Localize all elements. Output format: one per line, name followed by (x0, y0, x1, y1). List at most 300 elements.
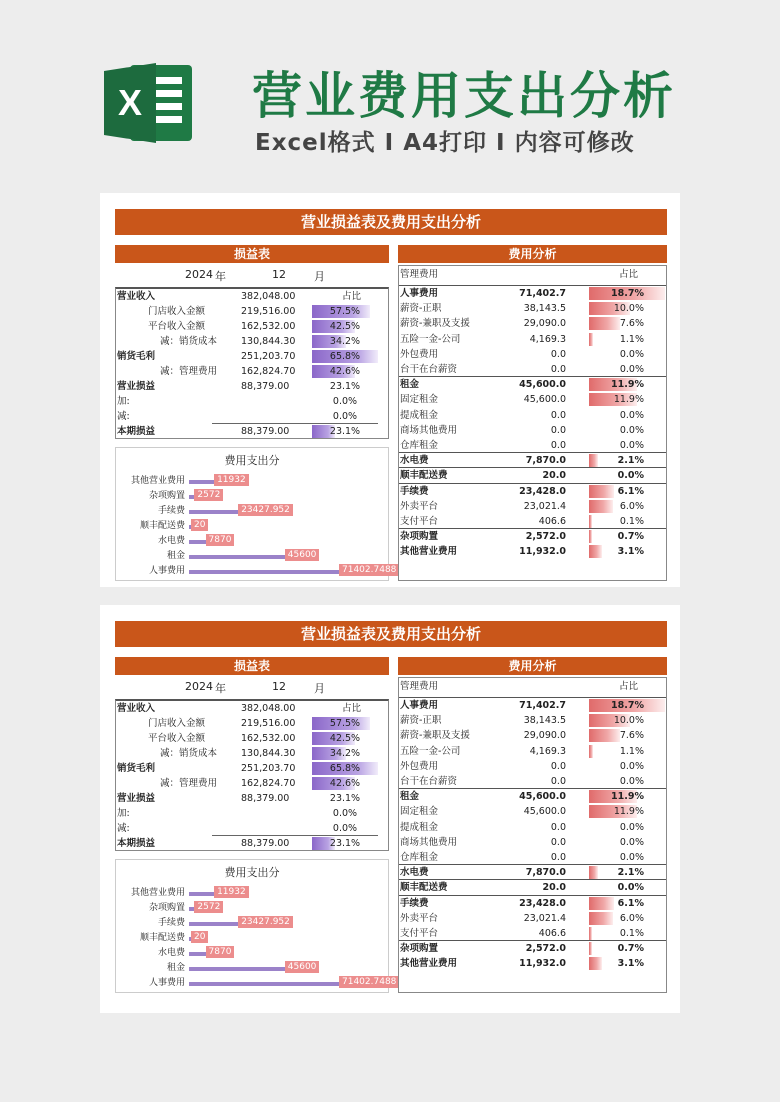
expense-pct: 6.1% (617, 485, 644, 497)
expense-value: 7,870.0 (525, 455, 566, 467)
income-pct: 42.5% (329, 733, 361, 744)
income-row (116, 364, 388, 379)
expense-label: 手续费 (400, 897, 429, 909)
expense-value: 0.0 (550, 760, 566, 772)
expense-value: 20.0 (542, 470, 566, 482)
expense-pct-bar (589, 745, 593, 758)
income-pct: 34.2% (329, 336, 361, 347)
expense-pct-bar (589, 545, 602, 558)
excel-logo-icon (100, 55, 196, 151)
income-value: 130,844.30 (241, 336, 296, 347)
expense-value: 71,402.7 (519, 700, 566, 711)
report-sheet-2 (100, 605, 680, 1013)
expense-value: 29,090.0 (523, 318, 566, 330)
income-pct: 34.2% (329, 748, 361, 759)
expense-label: 其他营业费用 (400, 958, 458, 970)
expense-pct: 10.0% (613, 715, 644, 727)
income-row (116, 304, 388, 319)
chart-category-label: 水电费 (157, 536, 185, 546)
income-label: 减: (117, 823, 130, 834)
expense-pct-bar (589, 957, 602, 970)
expense-pct: 2.1% (617, 455, 644, 467)
chart-bar (189, 922, 238, 926)
expense-value: 23,021.4 (523, 500, 566, 512)
expense-pct-bar (589, 485, 614, 498)
expense-label: 外包费用 (400, 760, 439, 772)
chart-bar (189, 982, 339, 986)
period-year-unit: 年 (215, 682, 226, 695)
expense-row (399, 880, 666, 895)
expense-label: 支付平台 (400, 516, 439, 527)
income-pct: 0.0% (332, 823, 358, 834)
expense-pct: 1.1% (619, 745, 644, 757)
income-value: 162,824.70 (241, 366, 296, 377)
chart-category-label: 人事费用 (148, 978, 185, 988)
income-row (116, 701, 388, 716)
expense-header-row (399, 679, 666, 694)
expense-label: 杂项购置 (400, 531, 439, 543)
income-row (116, 334, 388, 349)
income-label: 平台收入金额 (148, 321, 206, 332)
income-pct: 65.8% (329, 351, 361, 362)
expense-pct-header: 占比 (619, 269, 639, 280)
expense-value: 45,600.0 (523, 806, 566, 818)
income-label: 本期损益 (117, 838, 156, 849)
income-row (116, 791, 388, 806)
income-row (116, 394, 388, 409)
expense-pct-header: 占比 (619, 681, 639, 692)
chart-data-label: 45600 (285, 549, 320, 561)
income-value: 219,516.00 (241, 306, 296, 317)
report-banner: 营业损益表及费用支出分析 (115, 621, 667, 647)
expense-row (399, 301, 666, 316)
chart-category-label: 其他营业费用 (130, 888, 185, 898)
period-year-unit: 年 (215, 270, 226, 283)
expense-label: 租金 (400, 379, 420, 391)
income-pct-cell (312, 305, 378, 318)
income-pct-cell (312, 837, 378, 850)
expense-row (399, 468, 666, 483)
income-statement-title: 损益表 (115, 657, 389, 675)
expense-label: 仓库租金 (400, 440, 439, 451)
chart-bar (189, 967, 285, 971)
expense-pct: 7.6% (619, 730, 644, 742)
chart-data-label: 23427.952 (238, 916, 293, 928)
expense-pct: 6.0% (619, 912, 644, 924)
expense-value: 23,428.0 (519, 897, 566, 909)
expense-label: 水电费 (400, 867, 429, 879)
expense-row (399, 316, 666, 331)
expense-pct-bar (589, 927, 592, 940)
expense-row (399, 392, 666, 407)
income-row (116, 731, 388, 746)
page-subtitle: Excel格式 I A4打印 I 内容可修改 (255, 130, 635, 156)
expense-label: 人事费用 (400, 700, 439, 711)
expense-row (399, 835, 666, 850)
income-value: 88,379.00 (241, 381, 290, 392)
expense-row (399, 698, 666, 713)
expense-row (399, 728, 666, 743)
income-value: 382,048.00 (241, 703, 296, 714)
expense-pct: 10.0% (613, 303, 644, 315)
expense-row (399, 499, 666, 514)
chart-bar (189, 952, 206, 956)
expense-pct: 0.0% (619, 440, 644, 451)
expense-pct-bar (589, 317, 620, 330)
expense-pct: 0.0% (619, 364, 644, 375)
expense-value: 23,021.4 (523, 912, 566, 924)
expense-label: 顺丰配送费 (400, 882, 448, 894)
expense-value: 0.0 (550, 836, 566, 848)
income-value: 88,379.00 (241, 426, 290, 437)
expense-bar-chart (115, 859, 397, 993)
income-pct-cell (312, 717, 378, 730)
period-row (115, 677, 389, 697)
period-month-unit: 月 (314, 270, 325, 283)
expense-row (399, 896, 666, 911)
pct-header: 占比 (342, 703, 362, 714)
income-label: 减：管理费用 (160, 366, 218, 377)
expense-label: 台干在台薪资 (400, 364, 458, 375)
expense-pct: 0.0% (619, 409, 644, 421)
income-pct-cell (312, 425, 378, 438)
expense-label: 人事费用 (400, 288, 439, 299)
report-sheet-1 (100, 193, 680, 587)
income-pct: 23.1% (329, 838, 361, 849)
chart-title: 费用支出分 (224, 454, 280, 467)
expense-pct: 0.0% (619, 821, 644, 833)
expense-label: 租金 (400, 791, 420, 803)
chart-bar (189, 892, 214, 896)
income-value: 382,048.00 (241, 291, 296, 302)
chart-data-label: 11932 (214, 886, 249, 898)
expense-pct: 3.1% (617, 546, 644, 558)
expense-row (399, 544, 666, 559)
expense-pct: 0.0% (619, 852, 644, 863)
income-pct: 0.0% (332, 411, 358, 422)
expense-row (399, 926, 666, 941)
chart-data-label: 7870 (206, 946, 235, 958)
income-label: 平台收入金额 (148, 733, 206, 744)
expense-value: 11,932.0 (519, 546, 566, 558)
chart-category-label: 租金 (166, 963, 185, 973)
period-month: 12 (272, 680, 286, 693)
income-label: 减：销货成本 (160, 748, 218, 759)
expense-pct-bar (589, 866, 598, 879)
income-label: 本期损益 (117, 426, 156, 437)
expense-label: 五险一金-公司 (400, 745, 461, 757)
expense-row (399, 408, 666, 423)
income-row (116, 379, 388, 394)
expense-value: 2,572.0 (525, 531, 566, 543)
expense-header-label: 管理费用 (400, 269, 439, 280)
income-value: 251,203.70 (241, 763, 296, 774)
report-banner: 营业损益表及费用支出分析 (115, 209, 667, 235)
expense-value: 0.0 (550, 424, 566, 436)
expense-label: 顺丰配送费 (400, 470, 448, 482)
chart-bar (189, 570, 339, 574)
income-value: 219,516.00 (241, 718, 296, 729)
income-pct: 57.5% (329, 718, 361, 729)
income-value: 162,532.00 (241, 733, 296, 744)
expense-pct: 0.1% (619, 928, 644, 939)
expense-pct: 0.1% (619, 516, 644, 527)
expense-value: 0.0 (550, 821, 566, 833)
expense-row (399, 347, 666, 362)
expense-label: 薪资-正职 (400, 303, 442, 315)
chart-data-label: 2572 (194, 901, 223, 913)
expense-label: 外卖平台 (400, 500, 439, 512)
expense-label: 薪资-兼职及支援 (400, 318, 470, 330)
expense-label: 商场其他费用 (400, 424, 458, 436)
chart-data-label: 71402.7488 (339, 564, 399, 576)
expense-row (399, 774, 666, 789)
chart-data-label: 45600 (285, 961, 320, 973)
expense-row (399, 744, 666, 759)
expense-row (399, 956, 666, 971)
expense-value: 0.0 (550, 852, 566, 863)
expense-header-label: 管理费用 (400, 681, 439, 692)
chart-bar (189, 540, 206, 544)
expense-label: 仓库租金 (400, 852, 439, 863)
expense-header-row (399, 267, 666, 282)
income-value: 130,844.30 (241, 748, 296, 759)
logo-letter: X (117, 82, 143, 123)
expense-row (399, 362, 666, 377)
expense-row (399, 789, 666, 804)
expense-label: 外包费用 (400, 348, 439, 360)
total-underline (212, 835, 378, 836)
income-pct: 42.6% (329, 778, 361, 789)
income-label: 营业损益 (117, 381, 156, 392)
expense-row (399, 529, 666, 544)
expense-value: 0.0 (550, 776, 566, 787)
income-pct: 42.5% (329, 321, 361, 332)
expense-value: 0.0 (550, 440, 566, 451)
income-label: 门店收入金额 (148, 306, 206, 317)
expense-pct: 11.9% (611, 791, 644, 803)
expense-label: 水电费 (400, 455, 429, 467)
expense-row (399, 865, 666, 880)
income-pct-cell (312, 792, 378, 805)
chart-data-label: 20 (191, 931, 208, 943)
expense-value: 4,169.3 (529, 333, 566, 345)
expense-pct: 0.0% (617, 882, 644, 894)
income-label: 销货毛利 (117, 763, 156, 774)
income-value: 162,532.00 (241, 321, 296, 332)
expense-pct-bar (589, 942, 592, 955)
expense-value: 45,600.0 (523, 394, 566, 406)
expense-pct: 2.1% (617, 867, 644, 879)
expense-table (398, 677, 667, 993)
expense-pct: 0.0% (619, 424, 644, 436)
chart-data-label: 23427.952 (238, 504, 293, 516)
expense-pct: 0.7% (617, 943, 644, 955)
expense-pct: 6.0% (619, 500, 644, 512)
expense-value: 406.6 (538, 928, 566, 939)
chart-bar (189, 480, 214, 484)
income-row (116, 319, 388, 334)
expense-pct-bar (589, 454, 598, 467)
income-pct: 42.6% (329, 366, 361, 377)
income-row (116, 761, 388, 776)
expense-pct: 11.9% (613, 806, 644, 818)
income-pct-cell (312, 335, 378, 348)
chart-category-label: 杂项购置 (148, 903, 185, 913)
chart-category-label: 租金 (166, 551, 185, 561)
expense-value: 11,932.0 (519, 958, 566, 970)
income-pct-cell (312, 762, 378, 775)
expense-label: 薪资-正职 (400, 715, 442, 727)
expense-pct-bar (589, 530, 592, 543)
income-pct: 23.1% (329, 381, 361, 392)
chart-title: 费用支出分 (224, 866, 280, 879)
expense-label: 支付平台 (400, 928, 439, 939)
expense-value: 38,143.5 (523, 303, 566, 315)
chart-data-label: 20 (191, 519, 208, 531)
expense-row (399, 377, 666, 392)
expense-pct: 0.0% (619, 348, 644, 360)
expense-label: 外卖平台 (400, 912, 439, 924)
expense-pct: 0.0% (619, 760, 644, 772)
expense-label: 台干在台薪资 (400, 776, 458, 787)
income-value: 162,824.70 (241, 778, 296, 789)
income-value: 88,379.00 (241, 793, 290, 804)
income-row (116, 716, 388, 731)
expense-value: 0.0 (550, 348, 566, 360)
income-label: 销货毛利 (117, 351, 156, 362)
expense-label: 杂项购置 (400, 943, 439, 955)
income-row (116, 776, 388, 791)
income-statement-title: 损益表 (115, 245, 389, 263)
period-year: 2024 (185, 680, 213, 693)
expense-row (399, 514, 666, 529)
expense-label: 提成租金 (400, 821, 439, 833)
expense-row (399, 423, 666, 438)
chart-category-label: 顺丰配送费 (139, 521, 185, 531)
income-pct: 57.5% (329, 306, 361, 317)
income-value: 251,203.70 (241, 351, 296, 362)
chart-bar (189, 510, 238, 514)
expense-value: 23,428.0 (519, 485, 566, 497)
income-row (116, 836, 388, 851)
expense-pct: 0.0% (619, 836, 644, 848)
expense-pct: 0.0% (617, 470, 644, 482)
expense-value: 29,090.0 (523, 730, 566, 742)
expense-value: 0.0 (550, 364, 566, 375)
expense-row (399, 713, 666, 728)
income-label: 加: (117, 396, 130, 407)
expense-label: 固定租金 (400, 806, 439, 818)
expense-bar-chart (115, 447, 397, 581)
expense-pct: 0.7% (617, 531, 644, 543)
total-underline (212, 423, 378, 424)
chart-bar (189, 555, 285, 559)
expense-pct: 11.9% (613, 394, 644, 406)
income-pct-cell (312, 747, 378, 760)
expense-row (399, 286, 666, 301)
income-label: 门店收入金额 (148, 718, 206, 729)
income-label: 减: (117, 411, 130, 422)
income-pct: 23.1% (329, 426, 361, 437)
page-header (0, 0, 780, 190)
income-pct-cell (312, 410, 378, 423)
expense-value: 45,600.0 (519, 379, 566, 391)
expense-value: 45,600.0 (519, 791, 566, 803)
page-title: 营业费用支出分析 (252, 67, 676, 125)
income-label: 加: (117, 808, 130, 819)
income-label: 减：管理费用 (160, 778, 218, 789)
chart-category-label: 顺丰配送费 (139, 933, 185, 943)
expense-pct: 11.9% (611, 379, 644, 391)
expense-value: 0.0 (550, 409, 566, 421)
expense-pct: 18.7% (611, 700, 644, 711)
expense-pct: 3.1% (617, 958, 644, 970)
income-pct-cell (312, 320, 378, 333)
expense-label: 其他营业费用 (400, 546, 458, 558)
expense-analysis-title: 费用分析 (398, 245, 667, 263)
chart-data-label: 11932 (214, 474, 249, 486)
income-pct: 65.8% (329, 763, 361, 774)
income-table (115, 287, 389, 439)
income-row (116, 746, 388, 761)
income-pct-cell (312, 350, 378, 363)
expense-row (399, 438, 666, 453)
chart-category-label: 水电费 (157, 948, 185, 958)
expense-row (399, 941, 666, 956)
income-pct-cell (312, 822, 378, 835)
expense-pct-bar (589, 729, 620, 742)
expense-label: 薪资-兼职及支援 (400, 730, 470, 742)
income-label: 营业收入 (117, 703, 156, 714)
expense-value: 2,572.0 (525, 943, 566, 955)
expense-pct-bar (589, 333, 593, 346)
income-row (116, 289, 388, 304)
expense-pct-bar (589, 515, 592, 528)
expense-row (399, 820, 666, 835)
expense-row (399, 804, 666, 819)
period-year: 2024 (185, 268, 213, 281)
income-label: 减：销货成本 (160, 336, 218, 347)
expense-label: 五险一金-公司 (400, 333, 461, 345)
expense-value: 20.0 (542, 882, 566, 894)
income-pct-cell (312, 777, 378, 790)
income-label: 营业收入 (117, 291, 156, 302)
chart-category-label: 其他营业费用 (130, 476, 185, 486)
expense-row (399, 332, 666, 347)
expense-row (399, 911, 666, 926)
income-pct-cell (312, 732, 378, 745)
income-row (116, 806, 388, 821)
expense-pct: 18.7% (611, 288, 644, 299)
income-pct: 0.0% (332, 396, 358, 407)
expense-row (399, 453, 666, 468)
expense-label: 固定租金 (400, 394, 439, 406)
period-month-unit: 月 (314, 682, 325, 695)
expense-value: 406.6 (538, 516, 566, 527)
income-pct-cell (312, 807, 378, 820)
income-row (116, 424, 388, 439)
income-pct: 0.0% (332, 808, 358, 819)
period-row (115, 265, 389, 285)
income-pct-cell (312, 365, 378, 378)
expense-row (399, 850, 666, 865)
income-pct-cell (312, 395, 378, 408)
expense-value: 7,870.0 (525, 867, 566, 879)
expense-pct: 7.6% (619, 318, 644, 330)
expense-value: 71,402.7 (519, 288, 566, 299)
expense-label: 提成租金 (400, 409, 439, 421)
